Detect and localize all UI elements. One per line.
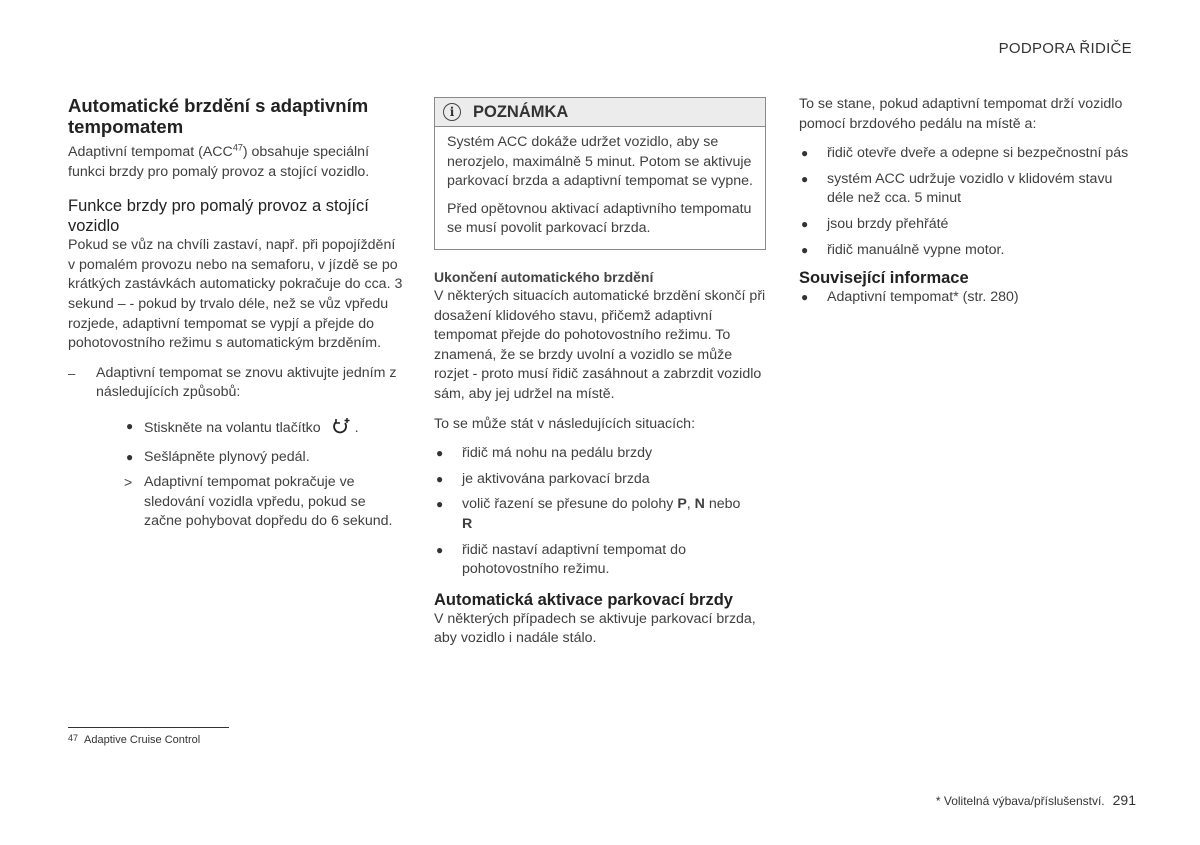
result-item: > Adaptivní tempomat pokračuje ve sledování vozidla vpředu, pokud se začne pohybovat dopředu do 6 sekund. (124, 474, 393, 530)
bullet-icon: ● (801, 290, 809, 305)
list-item: ● Sešlápněte plynový pedál. (96, 448, 403, 468)
steering-wheel-resume-icon (331, 417, 351, 442)
list-item: ● je aktivována parkovací brzda (434, 470, 766, 490)
column-left (68, 95, 403, 538)
bullet-icon: ● (801, 242, 809, 257)
body-paragraph: Pokud se vůz na chvíli zastaví, např. při popojíždění v pomalém provozu nebo na semaforu, v jízdě se po krátkých zastávkách automaticky pokračuje do cca. 3 sekund – - pokud by trvalo déle, než se vůz vpředu rozjede, adaptivní tempomat se vypjí a přejde do pohotovostního režimu s automatickým brzděním. (68, 237, 403, 352)
bullet-icon: ● (436, 446, 444, 461)
bullet-icon: ● (436, 542, 444, 557)
note-body (435, 127, 765, 249)
sub-options-list (96, 417, 403, 532)
list-item: ● Stiskněte na volantu tlačítko . (96, 417, 403, 442)
footnote-ref[interactable]: 47 (232, 142, 243, 153)
bullet-icon: ● (436, 471, 444, 486)
bullet-icon: ● (801, 171, 809, 186)
bullet-icon: ● (436, 497, 444, 512)
list-item: ● řidič manuálně vypne motor. (799, 241, 1139, 261)
situations-list (434, 444, 766, 580)
column-right (799, 95, 1139, 314)
instruction-text: Adaptivní tempomat se znovu aktivujte jedním z následujících způsobů: (96, 364, 397, 401)
related-list (799, 288, 1139, 308)
note-paragraph: Před opětovnou aktivací adaptivního tempomatu se musí povolit parkovací brzda. (447, 200, 752, 237)
related-info-heading: Související informace (799, 269, 969, 288)
footnote-text: Adaptive Cruise Control (84, 734, 201, 746)
bullet-icon: ● (801, 216, 809, 231)
optional-equipment-note: * Volitelná výbava/příslušenství. (935, 794, 1105, 808)
section-title: Automatické brzdění s adaptivním tempomatem (68, 95, 369, 137)
subsection-title: Funkce brzdy pro pomalý provoz a stojící vozidlo (68, 197, 369, 236)
body-paragraph: V některých situacích automatické brzdění skončí při dosažení klidového stavu, přičemž adaptivní tempomat přejde do pohotovostního režimu. To znamená, že se brzdy uvolní a vozidlo se může rozjet - proto musí řidič zasáhnout a zabrzdit vozidlo sám, aby jej udržel na místě. (434, 287, 766, 402)
page-number: 291 (1112, 792, 1136, 808)
page-footer (936, 792, 1136, 808)
note-title: POZNÁMKA (473, 102, 569, 121)
body-paragraph: To se stane, pokud adaptivní tempomat drží vozidlo pomocí brzdového pedálu na místě a: (799, 96, 1123, 132)
intro-paragraph: Adaptivní tempomat (ACC$^{47}$) obsahuje speciální funkci brzdy pro pomalý provoz a stojící vozidlo. (68, 142, 370, 180)
column-middle (434, 97, 766, 649)
note-box (434, 97, 766, 250)
section-header: PODPORA ŘIDIČE (998, 40, 1132, 57)
body-paragraph: To se může stát v následujících situacích: (434, 415, 696, 432)
list-item: ● jsou brzdy přehřáté (799, 215, 1139, 235)
list-item: ● systém ACC udržuje vozidlo v klidovém stavu déle než cca. 5 minut (801, 170, 1113, 207)
conditions-list (799, 144, 1139, 260)
footnote-number: 47 (68, 733, 79, 743)
list-item: ● řidič má nohu na pedálu brzdy (434, 444, 766, 464)
result-marker: > (124, 474, 133, 491)
subheading-parking-brake: Automatická aktivace parkovací brzdy (434, 590, 733, 609)
footnote (68, 733, 200, 746)
subheading-end-braking: Ukončení automatického brzdění (434, 268, 654, 285)
list-item: ● řidič otevře dveře a odepne si bezpečnostní pás (799, 144, 1139, 164)
bullet-icon: ● (801, 146, 809, 161)
footnote-divider (68, 727, 229, 728)
note-header (435, 98, 765, 127)
body-paragraph: V některých případech se aktivuje parkovací brzda, aby vozidlo i nadále stálo. (434, 610, 756, 647)
instruction-step (68, 364, 403, 532)
list-item: ● volič řazení se přesune do polohy P, N nebo R (436, 496, 741, 532)
note-paragraph: Systém ACC dokáže udržet vozidlo, aby se nerozjelo, maximálně 5 minut. Potom se aktivuje parkovací brzda a adaptivní tempomat se vypne. (447, 134, 753, 190)
info-icon: i (443, 103, 461, 121)
related-link[interactable]: ● Adaptivní tempomat* (str. 280) (799, 288, 1139, 308)
dash-marker: – (68, 365, 76, 381)
bullet-icon: ● (126, 418, 134, 433)
bullet-icon: ● (126, 449, 134, 464)
list-item: ● řidič nastaví adaptivní tempomat do pohotovostního režimu. (436, 541, 686, 578)
